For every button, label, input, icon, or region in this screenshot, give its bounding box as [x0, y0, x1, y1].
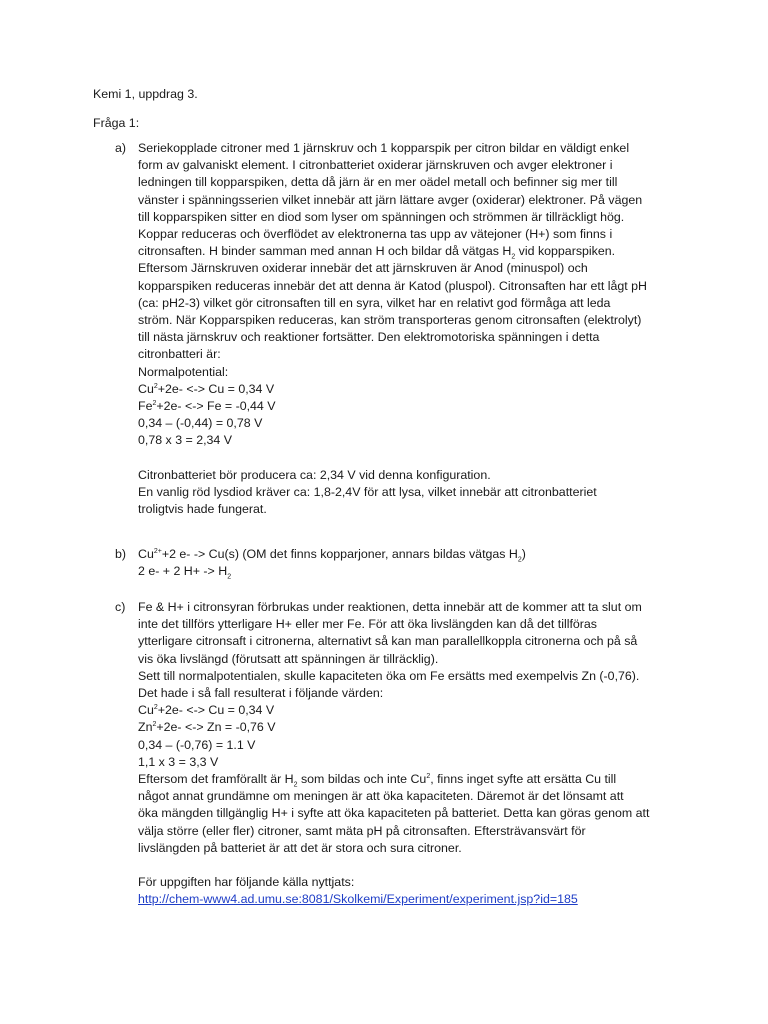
superscript: 2 [153, 704, 158, 712]
superscript: 2 [152, 721, 157, 729]
calculation-line: 1,1 x 3 = 3,3 V [138, 754, 219, 769]
source-label: För uppgiften har följande källa nyttjats: [138, 875, 355, 890]
spacer [138, 857, 653, 874]
answer-b [93, 546, 653, 580]
text-line: till nästa järnskruv och reaktioner fortsätter. Den elektromotoriska spänningen i detta [138, 330, 600, 345]
text-line: välja större (eller fler) citroner, samt mäta pH på citronsaften. Eftersträvansvärt för [138, 823, 586, 838]
text-line [138, 243, 653, 260]
document-title: Kemi 1, uppdrag 3. [93, 87, 198, 101]
text-line: vis öka livslängd (förutsatt att spänningen är tillräcklig). [138, 651, 439, 666]
equation-text: +2e- <-> Cu = 0,34 V [157, 703, 275, 718]
text-fragment: vid kopparspiken. [515, 244, 616, 259]
text-line: öka mängden tillgänglig H+ i syfte att öka kapaciteten på batteriet. Detta kan göras genom att [138, 806, 650, 821]
text-line [138, 771, 653, 788]
calculation-line: 0,34 – (-0,44) = 0,78 V [138, 416, 263, 431]
reaction-text: ) [521, 547, 526, 561]
text-line: Seriekopplade citroner med 1 järnskruv och 1 kopparspik per citron bildar en väldigt enkel [138, 141, 630, 155]
subscript: 2 [293, 781, 298, 789]
equation-text: +2e- <-> Fe = -0,44 V [156, 399, 276, 414]
answer-c [93, 599, 653, 908]
text-line: Sett till normalpotentialen, skulle kapaciteten öka om Fe ersätts med exempelvis Zn (-0,76). [138, 668, 640, 683]
question-heading: Fråga 1: [93, 116, 140, 130]
answer-c-body [138, 599, 653, 908]
text-line: inte det tillförs ytterligare H+ eller mer Fe. För att öka livslängden kan då det tillföras [138, 617, 598, 632]
formula-symbol: H [502, 244, 512, 259]
text-line: citronbatteri är: [138, 347, 221, 362]
calculation-line: 0,34 – (-0,76) = 1.1 V [138, 737, 256, 752]
conclusion-line: En vanlig röd lysdiod kräver ca: 1,8-2,4V för att lysa, vilket innebär att citronbatteriet [138, 484, 597, 499]
conclusion-line: troligtvis hade fungerat. [138, 502, 267, 517]
text-line: Eftersom Järnskruven oxiderar innebär det att järnskruven är Anod (minuspol) och [138, 261, 588, 276]
formula-symbol: Fe [138, 399, 153, 414]
list-marker-a: a) [115, 141, 127, 155]
reaction-line [138, 563, 653, 580]
text-fragment: , finns inget syfte att ersätta Cu till [430, 772, 617, 787]
equation-zn [138, 719, 653, 736]
source-line [138, 891, 653, 908]
text-line: till kopparspiken sitter en diod som lyser om spänningen och strömmen är tillräckligt hög. [138, 209, 625, 224]
text-line: Koppar reduceras och överflödet av elektronerna tas upp av vätejoner (H+) som finns i [138, 227, 613, 242]
answer-a [93, 140, 653, 518]
reaction-line [138, 546, 653, 563]
superscript: 2 [153, 382, 158, 390]
equation-cu [138, 381, 653, 398]
text-line: ledningen till kopparspiken, detta då järn är en mer oädel metall och befinner sig mer till [138, 175, 618, 190]
formula-symbol: Zn [138, 720, 153, 735]
reaction-text: 2 e- + 2 H+ -> H [138, 564, 228, 579]
subscript: 2 [517, 556, 522, 564]
superscript: 2 [426, 772, 431, 780]
text-line: Det hade i så fall resulterat i följande värden: [138, 686, 384, 701]
text-line: ytterligare citronsaft i citronerna, alternativt så kan man parallellkoppla citronerna och på så [138, 634, 638, 649]
reaction-text: +2 e- -> Cu(s) (OM det finns kopparjoner, annars bildas vätgas H [161, 547, 518, 561]
formula-symbol: Cu [138, 703, 154, 718]
answer-a-body [138, 140, 653, 518]
subscript: 2 [227, 573, 232, 581]
text-line: Fe & H+ i citronsyran förbrukas under reaktionen, detta innebär att de kommer att ta slut om [138, 600, 642, 614]
text-line: vänster i spänningsserien vilket innebär att järn lättare avger (oxiderar) elektroner. På vägen [138, 192, 643, 207]
source-link[interactable]: http://chem-www4.ad.umu.se:8081/Skolkemi/Experiment/experiment.jsp?id=185 [138, 892, 578, 907]
subscript: 2 [511, 253, 516, 261]
text-line: livslängden på batteriet är att det är stora och sura citroner. [138, 840, 462, 855]
text-line: kopparspiken reduceras innebär det att denna är Katod (pluspol). Citronsaften har ett lågt pH [138, 278, 648, 293]
text-line: (ca: pH2-3) vilket gör citronsaften till en syra, vilket har en relativt god förmåga att leda [138, 295, 611, 310]
formula-h2 [502, 244, 516, 261]
conclusion-line: Citronbatteriet bör producera ca: 2,34 V vid denna konfiguration. [138, 467, 491, 482]
equation-text: +2e- <-> Cu = 0,34 V [157, 381, 275, 396]
answer-b-body [138, 546, 653, 580]
text-line: form av galvaniskt element. I citronbatteriet oxiderar järnskruven och avger elektroner i [138, 158, 613, 173]
formula-symbol: Cu [138, 381, 154, 396]
text-line: Normalpotential: [138, 364, 229, 379]
list-marker-c: c) [115, 600, 126, 614]
spacer [138, 450, 653, 467]
text-fragment: Eftersom det framförallt är H [138, 772, 294, 787]
superscript: 2 [152, 399, 157, 407]
text-line: något annat grundämne om meningen är att öka kapaciteten. Däremot är det lönsamt att [138, 789, 624, 804]
equation-fe [138, 398, 653, 415]
superscript: 2+ [153, 547, 162, 555]
list-marker-b: b) [115, 547, 127, 561]
text-fragment: som bildas och inte Cu [297, 772, 427, 787]
text-fragment: citronsaften. H binder samman med annan H och bildar då vätgas [138, 244, 499, 259]
formula-symbol: Cu [138, 547, 154, 561]
calculation-line: 0,78 x 3 = 2,34 V [138, 433, 233, 448]
equation-text: +2e- <-> Zn = -0,76 V [156, 720, 276, 735]
equation-cu [138, 702, 653, 719]
text-line: ström. När Kopparspiken reduceras, kan ström transporteras genom citronsaften (elektrolyt) [138, 313, 642, 328]
